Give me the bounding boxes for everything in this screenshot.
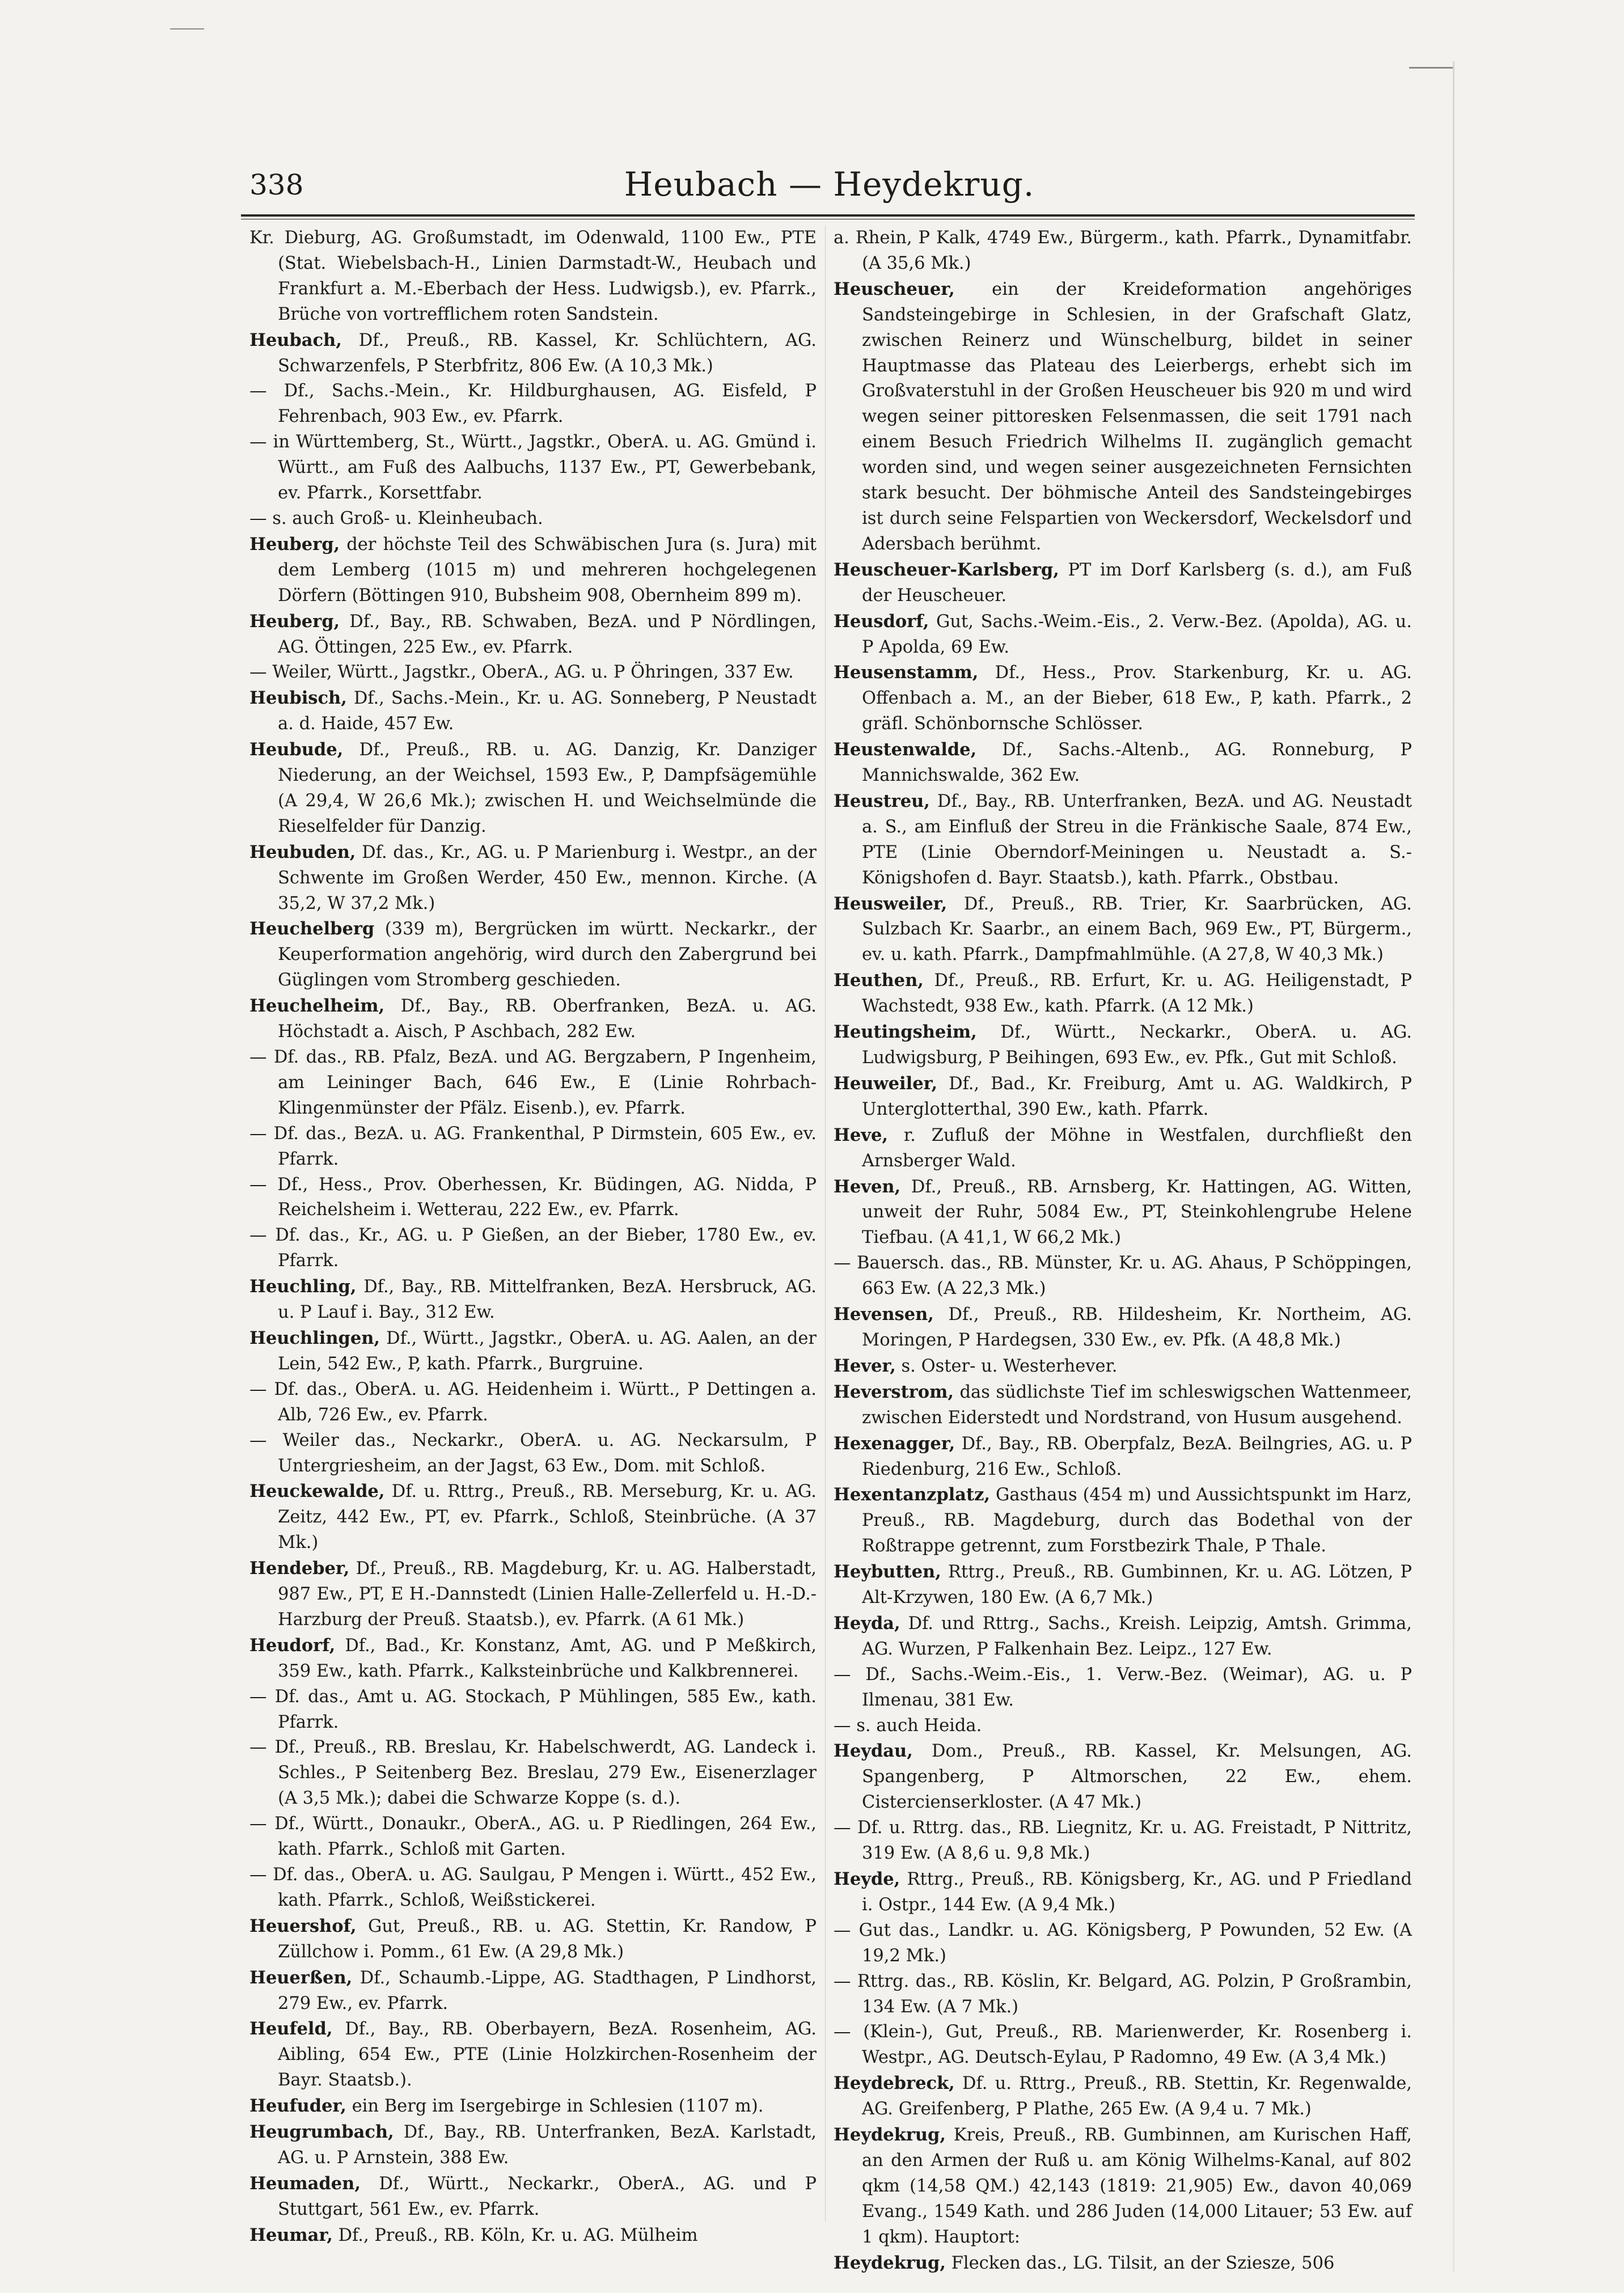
entry-text: — Df., Sachs.-Weim.-Eis., 1. Verw.-Bez. (Weimar), AG. u. P Ilmenau, 381 Ew. [834,1664,1412,1710]
dictionary-entry [834,609,1412,661]
entry-headword: Heven, [834,1176,901,1197]
entry-text: Kr. Dieburg, AG. Großumstadt, im Odenwald, 1100 Ew., PTE (Stat. Wiebelsbach-H., Linien Darmstadt-W., Heubach und Frankfurt a. M.-Eberbach der Hess. Ludwigsb.), ev. Pfarrk., Brüche von vortrefflichem roten Sandstein. [249,228,817,324]
entry-text: — Df. das., RB. Pfalz, BezA. und AG. Bergzabern, P Ingenheim, am Leininger Bach, 646 Ew., E (Linie Rohrbach-Klingenmünster der Pfälz. Eisenb.), ev. Pfarrk. [249,1047,817,1118]
dictionary-entry [249,2223,817,2249]
dictionary-entry [249,1045,817,1122]
entry-headword: Heuthen, [834,970,924,991]
entry-text: Df. u. Rttrg., Preuß., RB. Merseburg, Kr. u. AG. Zeitz, 442 Ew., PT, ev. Pfarrk., Schloß, Steinbrüche. (A 37 Mk.) [278,1482,817,1553]
entry-headword: Heubach, [249,329,342,350]
page-edge-shadow [1453,61,1454,2273]
dictionary-entry [249,532,817,609]
entry-headword: Heuchelheim, [249,996,385,1017]
entry-text: Df., Preuß., RB. u. AG. Danzig, Kr. Danziger Niederung, an der Weichsel, 1593 Ew., P, Dampfsägemühle (A 29,4, W 26,6 Mk.); zwischen H. und Weichselmünde die Rieselfelder für Danzig. [278,740,817,836]
dictionary-entry [249,379,817,430]
scan-artifact-top-left [170,28,204,29]
entry-text: a. Rhein, P Kalk, 4749 Ew., Bürgerm., kath. Pfarrk., Dynamitfabr. (A 35,6 Mk.) [834,228,1412,273]
entry-text: Df., Preuß., RB. Arnsberg, Kr. Hattingen, AG. Witten, unweit der Ruhr, 5084 Ew., PT, Steinkohlengrube Helene Tiefbau. (A 41,1, W 66,2 Mk.) [862,1177,1412,1248]
dictionary-entry [249,1428,817,1479]
entry-text: — (Klein-), Gut, Preuß., RB. Marienwerder, Kr. Rosenberg i. Westpr., AG. Deutsch-Eylau, P Radomno, 49 Ew. (A 3,4 Mk.) [834,2022,1412,2068]
entry-text: das südlichste Tief im schleswigschen Wattenmeer, zwischen Eiderstedt und Nordstrand, von Husum ausgehend. [862,1382,1412,1428]
entry-headword: Heuerßen, [249,1967,353,1988]
dictionary-entry [834,1611,1412,1662]
entry-text: Df., Bad., Kr. Konstanz, Amt, AG. und P Meßkirch, 359 Ew., kath. Pfarrk., Kalksteinbrüche und Kalkbrennerei. [278,1635,817,1681]
scan-artifact-top-right [1409,67,1453,69]
entry-text: — Df. das., OberA. u. AG. Saulgau, P Mengen i. Württ., 452 Ew., kath. Pfarrk., Schloß, Weißstickerei. [249,1865,817,1910]
entry-headword: Heugrumbach, [249,2122,394,2143]
entry-text: — Df., Hess., Prov. Oberhessen, Kr. Büdingen, AG. Nidda, P Reichelsheim i. Wetterau, 222 Ew., ev. Pfarrk. [249,1174,817,1220]
entry-text: Df. und Rttrg., Sachs., Kreish. Leipzig, Amtsh. Grimma, AG. Wurzen, P Falkenhain Bez. Leipz., 127 Ew. [862,1613,1412,1659]
entry-headword: Heufeld, [249,2019,333,2040]
entry-text: Kreis, Preuß., RB. Gumbinnen, am Kurischen Haff, an den Armen der Ruß u. am König Wilhelms-Kanal, auf 802 qkm (14,58 QM.) 42,143 (1819: 21,905) Ew., davon 40,069 Evang., 1549 Kath. und 286 Juden (14,000 Litauer; 53 Ew. auf 1 qkm). Hauptort: [862,2125,1412,2247]
entry-text: — Df. das., Amt u. AG. Stockach, P Mühlingen, 585 Ew., kath. Pfarrk. [249,1686,817,1732]
entry-text: — Weiler das., Neckarkr., OberA. u. AG. Neckarsulm, P Untergriesheim, an der Jagst, 63 Ew., Dom. mit Schloß. [249,1430,817,1476]
entry-text: r. Zufluß der Möhne in Westfalen, durchfließt den Arnsberger Wald. [862,1125,1412,1171]
entry-text: — Df. das., Kr., AG. u. P Gießen, an der Bieber, 1780 Ew., ev. Pfarrk. [249,1225,817,1271]
entry-text: Df., Preuß., RB. Hildesheim, Kr. Northeim, AG. Moringen, P Hardegsen, 330 Ew., ev. Pfk. (A 48,8 Mk.) [862,1305,1412,1350]
entry-headword: Heydebreck, [834,2073,955,2094]
entry-headword: Heydau, [834,1741,913,1762]
entry-text: — Df. das., BezA. u. AG. Frankenthal, P Dirmstein, 605 Ew., ev. Pfarrk. [249,1123,817,1169]
entry-headword: Heyde, [834,1869,900,1889]
dictionary-entry [249,1377,817,1428]
entry-text: Df. u. Rttrg., Preuß., RB. Stettin, Kr. Regenwalde, AG. Greifenberg, P Plathe, 265 Ew. (A 9,4 u. 7 Mk.) [862,2074,1412,2119]
entry-text: — Df., Sachs.-Mein., Kr. Hildburghausen, AG. Eisfeld, P Fehrenbach, 903 Ew., ev. Pfarrk. [249,381,817,427]
entry-text: Df., Preuß., RB. Kassel, Kr. Schlüchtern, AG. Schwarzenfels, P Sterbfritz, 806 Ew. (A 10,3 Mk.) [278,330,817,376]
dictionary-entry [834,1662,1412,1714]
entry-text: Df., Sachs.-Mein., Kr. u. AG. Sonneberg, P Neustadt a. d. Haide, 457 Ew. [278,688,817,734]
dictionary-entry [249,1685,817,1736]
dictionary-entry [249,1122,817,1173]
entry-text: Gasthaus (454 m) und Aussichtspunkt im Harz, Preuß., RB. Magdeburg, durch das Bodethal von der Roßtrappe getrennt, zum Forstbezirk Thale, P Thale. [862,1485,1412,1556]
entry-text: s. Oster- u. Westerhever. [895,1356,1118,1376]
dictionary-entry [834,968,1412,1019]
dictionary-entry [834,1251,1412,1302]
entry-text: Flecken das., LG. Tilsit, an der Sziesze, 506 [946,2253,1335,2273]
dictionary-entry [834,1019,1412,1071]
entry-text: Df., Bay., RB. Oberfranken, BezA. u. AG. Höchstadt a. Aisch, P Aschbach, 282 Ew. [278,996,817,1042]
entry-headword: Heuchling, [249,1276,357,1297]
entry-text: Gut, Sachs.-Weim.-Eis., 2. Verw.-Bez. (Apolda), AG. u. P Apolda, 69 Ew. [862,611,1412,657]
entry-headword: Heustenwalde, [834,739,977,760]
entry-text: — Bauersch. das., RB. Münster, Kr. u. AG. Ahaus, P Schöppingen, 663 Ew. (A 22,3 Mk.) [834,1253,1412,1299]
dictionary-entry [249,737,817,840]
entry-text: Df., Sachs.-Altenb., AG. Ronneburg, P Mannichswalde, 362 Ew. [862,740,1412,786]
entry-headword: Heuberg, [249,611,340,632]
entry-text: Df., Bay., RB. Mittelfranken, BezA. Hersbruck, AG. u. P Lauf i. Bay., 312 Ew. [278,1277,817,1323]
entry-text: der höchste Teil des Schwäbischen Jura (s. Jura) mit dem Lemberg (1015 m) und mehreren hochgelegenen Dörfern (Böttingen 910, Bubsheim 908, Obernheim 899 m). [278,534,817,606]
dictionary-entry [249,1556,817,1633]
entry-headword: Heusweiler, [834,893,948,914]
dictionary-entry [249,1223,817,1274]
entry-headword: Heuberg, [249,534,340,555]
dictionary-entry [834,1816,1412,1867]
entry-headword: Heuckewalde, [249,1481,385,1502]
dictionary-entry [249,1735,817,1812]
entry-text: Rttrg., Preuß., RB. Königsberg, Kr., AG. und P Friedland i. Ostpr., 144 Ew. (A 9,4 Mk.) [862,1869,1412,1915]
entry-text: Df., Bay., RB. Schwaben, BezA. und P Nördlingen, AG. Öttingen, 225 Ew., ev. Pfarrk. [278,611,817,657]
dictionary-entry [249,328,817,379]
entry-headword: Heubude, [249,739,344,760]
dictionary-entry [249,660,817,686]
dictionary-entry [834,1302,1412,1353]
dictionary-entry [834,1867,1412,1918]
dictionary-entry [249,1479,817,1556]
entry-text: PT im Dorf Karlsberg (s. d.), am Fuß der Heuscheuer. [862,560,1412,606]
entry-text: (339 m), Bergrücken im württ. Neckarkr., der Keuperformation angehörig, wird durch den Zabergrund bei Güglingen vom Stromberg geschieden. [278,919,817,991]
entry-text: ein der Kreideformation angehöriges Sandsteingebirge in Schlesien, in der Grafschaft Glatz, zwischen Reinerz und Wünschelburg, bildet in seiner Hauptmasse das Plateau des Leierbergs, erhebt sich im Großvaterstuhl in der Großen Heuscheuer bis 920 m und wird wegen seiner pittoresken Felsenmassen, die seit 1791 nach einem Besuch Friedrich Wilhelms II. zugänglich gemacht worden sind, und wegen seiner ausgezeichneten Fernsichten stark besucht. Der böhmische Anteil des Sandsteingebirges ist durch seine Felspartien von Weckersdorf, Weckelsdorf und Adersbach berühmt. [862,279,1412,554]
entry-headword: Heufuder, [249,2096,346,2117]
dictionary-entry [834,226,1412,277]
entry-headword: Heverstrom, [834,1381,954,1402]
dictionary-entry [834,277,1412,557]
dictionary-entry [834,1918,1412,1969]
dictionary-entry [834,1380,1412,1431]
entry-text: Rttrg., Preuß., RB. Gumbinnen, Kr. u. AG. Lötzen, P Alt-Krzywen, 180 Ew. (A 6,7 Mk.) [862,1562,1412,1608]
dictionary-entry [834,2122,1412,2250]
dictionary-entry [834,1482,1412,1559]
dictionary-entry [249,506,817,532]
entry-headword: Hexentanzplatz, [834,1484,991,1505]
entry-text: Df. das., Kr., AG. u. P Marienburg i. Westpr., an der Schwente im Großen Werder, 450 Ew., mennon. Kirche. (A 35,2, W 37,2 Mk.) [278,842,817,913]
entry-text: ein Berg im Isergebirge in Schlesien (1107 m). [346,2096,764,2117]
entry-text: Df., Bay., RB. Unterfranken, BezA. Karlstadt, AG. u. P Arnstein, 388 Ew. [278,2122,817,2168]
entry-text: Df., Bay., RB. Oberbayern, BezA. Rosenheim, AG. Aibling, 654 Ew., PTE (Linie Holzkirchen-Rosenheim der Bayr. Staatsb.). [278,2019,817,2091]
entry-headword: Hexenagger, [834,1433,955,1454]
dictionary-entry [249,1965,817,2017]
dictionary-entry [834,1123,1412,1174]
dictionary-entry [249,2171,817,2223]
entry-text: — Gut das., Landkr. u. AG. Königsberg, P Powunden, 52 Ew. (A 19,2 Mk.) [834,1920,1412,1966]
dictionary-entry [249,1863,817,1914]
entry-headword: Heuchelberg [249,919,375,940]
dictionary-entry [834,1738,1412,1816]
dictionary-entry [834,1559,1412,1611]
entry-headword: Hever, [834,1355,896,1376]
entry-headword: Heustreu, [834,790,930,811]
entry-text: Df., Preuß., RB. Magdeburg, Kr. u. AG. Halberstadt, 987 Ew., PT, E H.-Dannstedt (Linien Halle-Zellerfeld u. H.-D.-Harzburg der Preuß. Staatsb.), ev. Pfarrk. (A 61 Mk.) [278,1559,817,1630]
entry-headword: Heubuden, [249,841,356,862]
entry-text: — s. auch Heida. [834,1715,982,1736]
entry-headword: Heusenstamm, [834,662,979,683]
dictionary-entry [834,1174,1412,1251]
entry-headword: Heuscheuer, [834,278,955,299]
entry-text: Df., Schaumb.-Lippe, AG. Stadthagen, P Lindhorst, 279 Ew., ev. Pfarrk. [278,1968,817,2013]
entry-text: Df., Preuß., RB. Trier, Kr. Saarbrücken, AG. Sulzbach Kr. Saarbr., an einem Bach, 969 Ew., PT, Bürgerm., ev. u. kath. Pfarrk., Dampfmahlmühle. (A 27,8, W 40,3 Mk.) [862,894,1412,965]
dictionary-entry [834,789,1412,891]
dictionary-entry [834,660,1412,737]
entry-text: — Df. das., OberA. u. AG. Heidenheim i. Württ., P Dettingen a. Alb, 726 Ew., ev. Pfarrk. [249,1379,817,1425]
entry-text: Df., Bay., RB. Unterfranken, BezA. und AG. Neustadt a. S., am Einfluß der Streu in die Fränkische Saale, 874 Ew., PTE (Linie Oberndorf-Meiningen u. Neustadt a. S.-Königshofen d. Bayr. Staatsb.), kath. Pfarrk., Obstbau. [862,791,1412,888]
entry-headword: Heuershof, [249,1915,357,1936]
header-rule [241,214,1415,217]
entry-headword: Heumaden, [249,2173,361,2194]
entry-text: — in Württemberg, St., Württ., Jagstkr., OberA. u. AG. Gmünd i. Württ., am Fuß des Aalbuchs, 1137 Ew., PT, Gewerbebank, ev. Pfarrk., Korsettfabr. [249,432,817,504]
entry-headword: Heutingsheim, [834,1022,977,1043]
dictionary-entry [249,1633,817,1685]
dictionary-entry [834,737,1412,789]
entry-text: — Df., Württ., Donaukr., OberA., AG. u. P Riedlingen, 264 Ew., kath. Pfarrk., Schloß mit Garten. [249,1814,817,1860]
entry-text: — s. auch Groß- u. Kleinheubach. [249,508,543,528]
entry-headword: Heumar, [249,2224,333,2245]
dictionary-entry [249,993,817,1045]
dictionary-entry [834,891,1412,968]
entry-headword: Heuscheuer-Karlsberg, [834,559,1059,580]
dictionary-entry [249,226,817,328]
entry-headword: Heyda, [834,1613,900,1634]
dictionary-entry [249,1812,817,1863]
dictionary-entry [249,2016,817,2093]
entry-text: Df., Württ., Neckarkr., OberA., AG. und P Stuttgart, 561 Ew., ev. Pfarrk. [278,2173,817,2219]
entry-text: Df., Preuß., RB. Köln, Kr. u. AG. Mülheim [332,2225,698,2245]
dictionary-entry [249,2093,817,2119]
entry-text: Df., Württ., Jagstkr., OberA. u. AG. Aalen, an der Lein, 542 Ew., P, kath. Pfarrk., Burgruine. [278,1328,817,1374]
entry-headword: Heubisch, [249,688,347,709]
entry-headword: Hendeber, [249,1558,350,1579]
entry-text: — Df., Preuß., RB. Breslau, Kr. Habelschwerdt, AG. Landeck i. Schles., P Seitenberg Bez. Breslau, 279 Ew., Eisenerzlager (A 3,5 Mk.); dabei die Schwarze Koppe (s. d.). [249,1737,817,1809]
entry-text: Gut, Preuß., RB. u. AG. Stettin, Kr. Randow, P Züllchow i. Pomm., 61 Ew. (A 29,8 Mk.) [278,1916,817,1962]
dictionary-entry [249,609,817,661]
dictionary-entry [834,1071,1412,1123]
running-head: Heubach — Heydekrug. [624,165,1035,204]
dictionary-entry [249,430,817,506]
dictionary-entry [249,686,817,737]
dictionary-entry [249,1274,817,1326]
dictionary-entry [249,1173,817,1224]
dictionary-entry [249,2119,817,2171]
entry-text: Dom., Preuß., RB. Kassel, Kr. Melsungen, AG. Spangenberg, P Altmorschen, 22 Ew., ehem. Cistercienserkloster. (A 47 Mk.) [862,1741,1412,1813]
entry-text: Df., Preuß., RB. Erfurt, Kr. u. AG. Heiligenstadt, P Wachstedt, 938 Ew., kath. Pfarrk. (A 12 Mk.) [862,971,1412,1017]
dictionary-entry [249,916,817,993]
entry-headword: Heuchlingen, [249,1327,380,1348]
entry-text: Df., Bad., Kr. Freiburg, Amt u. AG. Waldkirch, P Unterglotterthal, 390 Ew., kath. Pfarrk. [862,1073,1412,1119]
right-column [834,226,1412,2273]
entry-headword: Heybutten, [834,1562,941,1583]
entry-text: Df., Württ., Neckarkr., OberA. u. AG. Ludwigsburg, P Beihingen, 693 Ew., ev. Pfk., Gut mit Schloß. [862,1022,1412,1068]
dictionary-entry [834,1353,1412,1380]
page-number: 338 [249,168,304,201]
entry-text: — Weiler, Württ., Jagstkr., OberA., AG. u. P Öhringen, 337 Ew. [249,662,794,683]
dictionary-entry [249,1914,817,1965]
left-column [249,226,817,2245]
entry-headword: Heydekrug, [834,2252,946,2273]
entry-headword: Heydekrug, [834,2125,946,2146]
dictionary-entry [834,2020,1412,2071]
dictionary-entry [834,1431,1412,1483]
dictionary-entry [834,1714,1412,1739]
entry-text: — Rttrg. das., RB. Köslin, Kr. Belgard, AG. Polzin, P Großrambin, 134 Ew. (A 7 Mk.) [834,1971,1412,2017]
entry-headword: Heve, [834,1124,888,1145]
dictionary-entry [249,840,817,917]
dictionary-entry [834,2071,1412,2122]
dictionary-entry [834,2250,1412,2277]
entry-headword: Hevensen, [834,1304,934,1325]
entry-text: — Df. u. Rttrg. das., RB. Liegnitz, Kr. u. AG. Freistadt, P Nittritz, 319 Ew. (A 8,6 u. 9,8 Mk.) [834,1818,1412,1864]
entry-headword: Heusdorf, [834,611,929,632]
entry-headword: Heuweiler, [834,1073,938,1094]
dictionary-entry [834,557,1412,609]
dictionary-entry [834,1969,1412,2020]
column-divider [825,226,826,2222]
entry-headword: Heudorf, [249,1635,336,1656]
dictionary-entry [249,1326,817,1377]
entry-text: Df., Hess., Prov. Starkenburg, Kr. u. AG. Offenbach a. M., an der Bieber, 618 Ew., P, kath. Pfarrk., 2 gräfl. Schönbornsche Schlösser. [862,663,1412,734]
entry-text: Df., Bay., RB. Oberpfalz, BezA. Beilngries, AG. u. P Riedenburg, 216 Ew., Schloß. [862,1433,1412,1479]
